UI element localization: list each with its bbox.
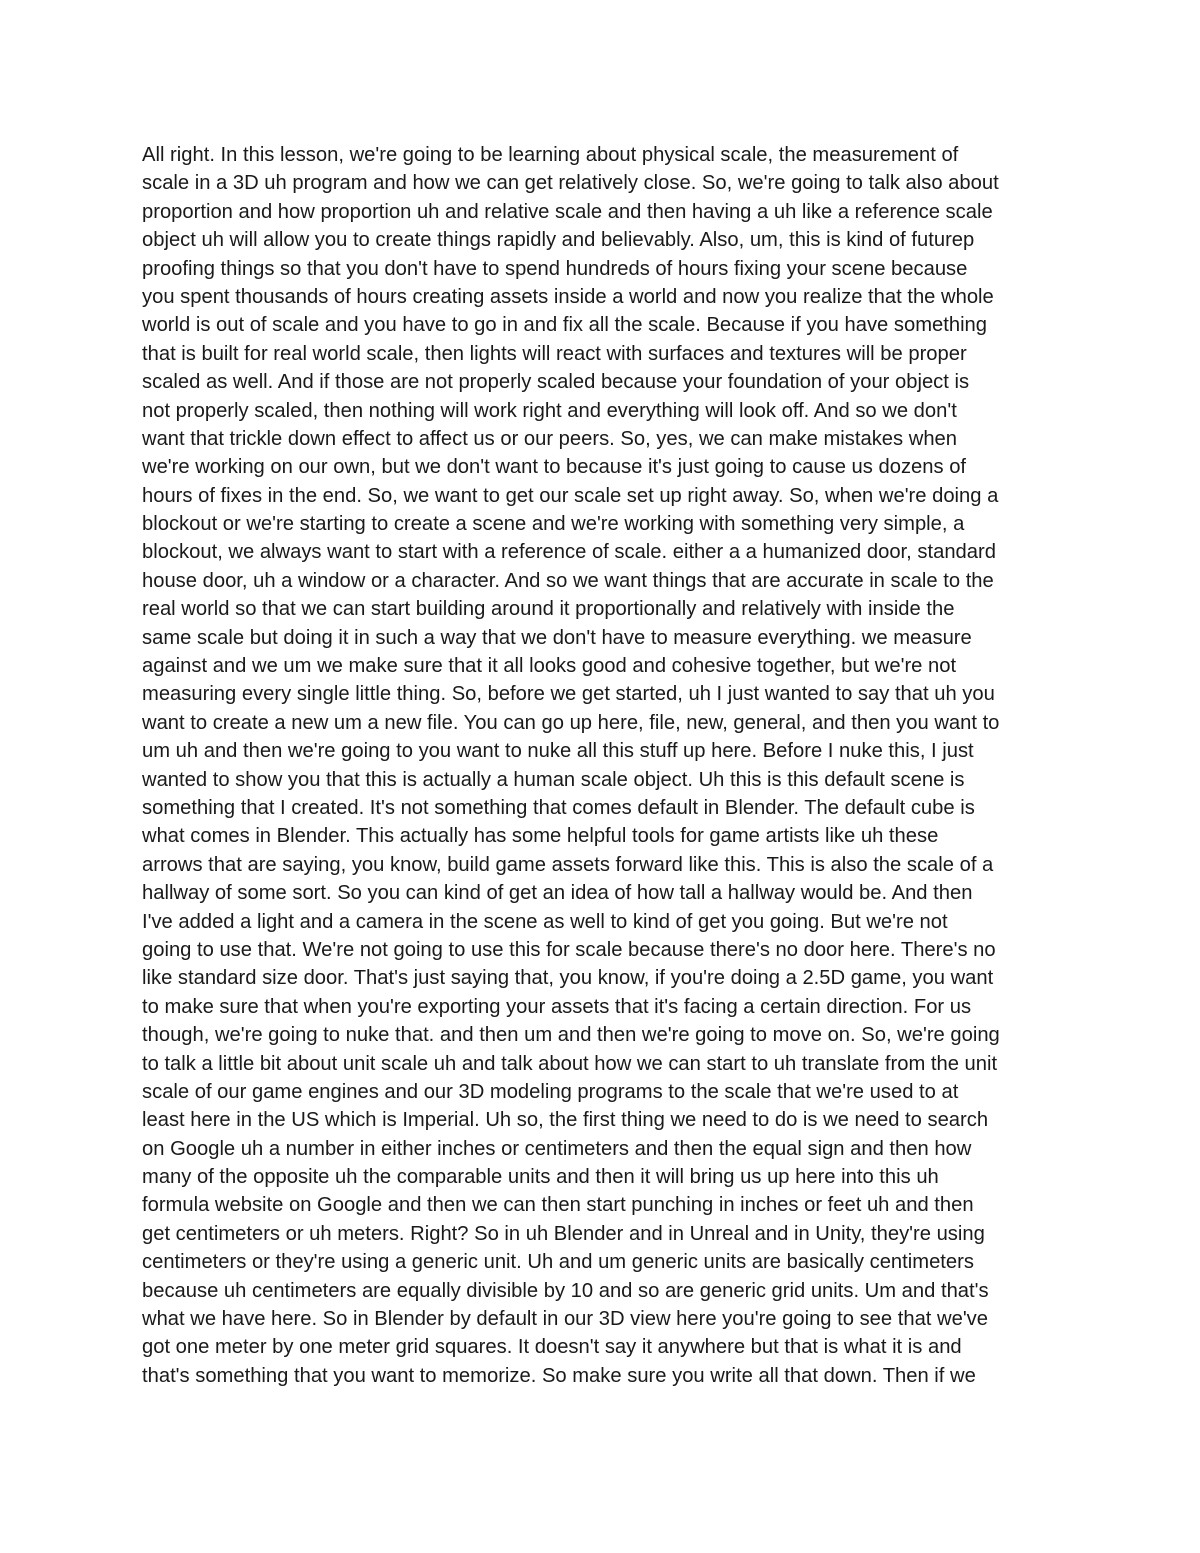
text-line: got one meter by one meter grid squares. It doesn't say it anywhere but that is what it is and (142, 1336, 962, 1359)
text-line: hours of fixes in the end. So, we want to get our scale set up right away. So, when we're doing a (142, 484, 999, 507)
text-line: to make sure that when you're exporting your assets that it's facing a certain direction. For us (142, 995, 972, 1018)
text-line: blockout, we always want to start with a reference of scale. either a a humanized door, standard (142, 541, 996, 564)
text-line: what comes in Blender. This actually has some helpful tools for game artists like uh these (142, 825, 939, 848)
text-line: because uh centimeters are equally divisible by 10 and so are generic grid units. Um and that's (142, 1279, 989, 1302)
text-line: want that trickle down effect to affect us or our peers. So, yes, we can make mistakes when (142, 427, 958, 450)
text-line: blockout or we're starting to create a scene and we're working with something very simple, a (142, 513, 965, 536)
text-line: world is out of scale and you have to go in and fix all the scale. Because if you have something (142, 314, 988, 337)
text-line: like standard size door. That's just saying that, you know, if you're doing a 2.5D game, you want (142, 967, 994, 990)
text-line: arrows that are saying, you know, build game assets forward like this. This is also the scale of a (142, 853, 994, 876)
text-line: going to use that. We're not going to use this for scale because there's no door here. There's no (142, 938, 996, 961)
text-line: something that I created. It's not something that comes default in Blender. The default cube is (142, 796, 975, 819)
text-line: on Google uh a number in either inches or centimeters and then the equal sign and then how (142, 1137, 972, 1160)
text-line: many of the opposite uh the comparable units and then it will bring us up here into this uh (142, 1166, 939, 1189)
text-line: measuring every single little thing. So, before we get started, uh I just wanted to say that uh you (142, 683, 995, 706)
text-line: what we have here. So in Blender by default in our 3D view here you're going to see that we've (142, 1308, 988, 1331)
text-line: centimeters or they're using a generic unit. Uh and um generic units are basically centimeters (142, 1251, 974, 1274)
text-line: against and we um we make sure that it all looks good and cohesive together, but we're not (142, 655, 957, 678)
text-line: real world so that we can start building around it proportionally and relatively with inside the (142, 598, 955, 621)
transcript-paragraph (142, 141, 1072, 1390)
text-line: proofing things so that you don't have to spend hundreds of hours fixing your scene because (142, 257, 968, 280)
text-line: want to create a new um a new file. You can go up here, file, new, general, and then you want to (142, 711, 1000, 734)
text-line: house door, uh a window or a character. And so we want things that are accurate in scale to the (142, 569, 994, 592)
text-line: object uh will allow you to create things rapidly and believably. Also, um, this is kind of futurep (142, 229, 975, 252)
text-line: I've added a light and a camera in the scene as well to kind of get you going. But we're not (142, 910, 948, 933)
text-line: that's something that you want to memorize. So make sure you write all that down. Then if we (142, 1364, 976, 1387)
text-line: you spent thousands of hours creating assets inside a world and now you realize that the whole (142, 285, 994, 308)
text-line: proportion and how proportion uh and relative scale and then having a uh like a reference scale (142, 200, 993, 223)
text-line: not properly scaled, then nothing will work right and everything will look off. And so we don't (142, 399, 957, 422)
text-line: hallway of some sort. So you can kind of get an idea of how tall a hallway would be. And then (142, 882, 973, 905)
text-line: scaled as well. And if those are not properly scaled because your foundation of your object is (142, 371, 970, 394)
text-line: um uh and then we're going to you want to nuke all this stuff up here. Before I nuke this, I just (142, 740, 974, 763)
text-line: wanted to show you that this is actually a human scale object. Uh this is this default scene is (142, 768, 965, 791)
text-line: to talk a little bit about unit scale uh and talk about how we can start to uh translate from the unit (142, 1052, 998, 1075)
text-line: though, we're going to nuke that. and then um and then we're going to move on. So, we're going (142, 1024, 1000, 1047)
text-line: we're working on our own, but we don't want to because it's just going to cause us dozens of (142, 456, 967, 479)
text-line: get centimeters or uh meters. Right? So in uh Blender and in Unreal and in Unity, they're using (142, 1222, 985, 1245)
text-line: scale of our game engines and our 3D modeling programs to the scale that we're used to at (142, 1080, 959, 1103)
text-line: least here in the US which is Imperial. Uh so, the first thing we need to do is we need to search (142, 1109, 989, 1132)
text-line: that is built for real world scale, then lights will react with surfaces and textures will be proper (142, 342, 967, 365)
text-line: scale in a 3D uh program and how we can get relatively close. So, we're going to talk also about (142, 172, 999, 195)
text-line: same scale but doing it in such a way that we don't have to measure everything. we measure (142, 626, 972, 649)
text-line: formula website on Google and then we can then start punching in inches or feet uh and then (142, 1194, 974, 1217)
text-line: All right. In this lesson, we're going to be learning about physical scale, the measurement of (142, 144, 959, 166)
